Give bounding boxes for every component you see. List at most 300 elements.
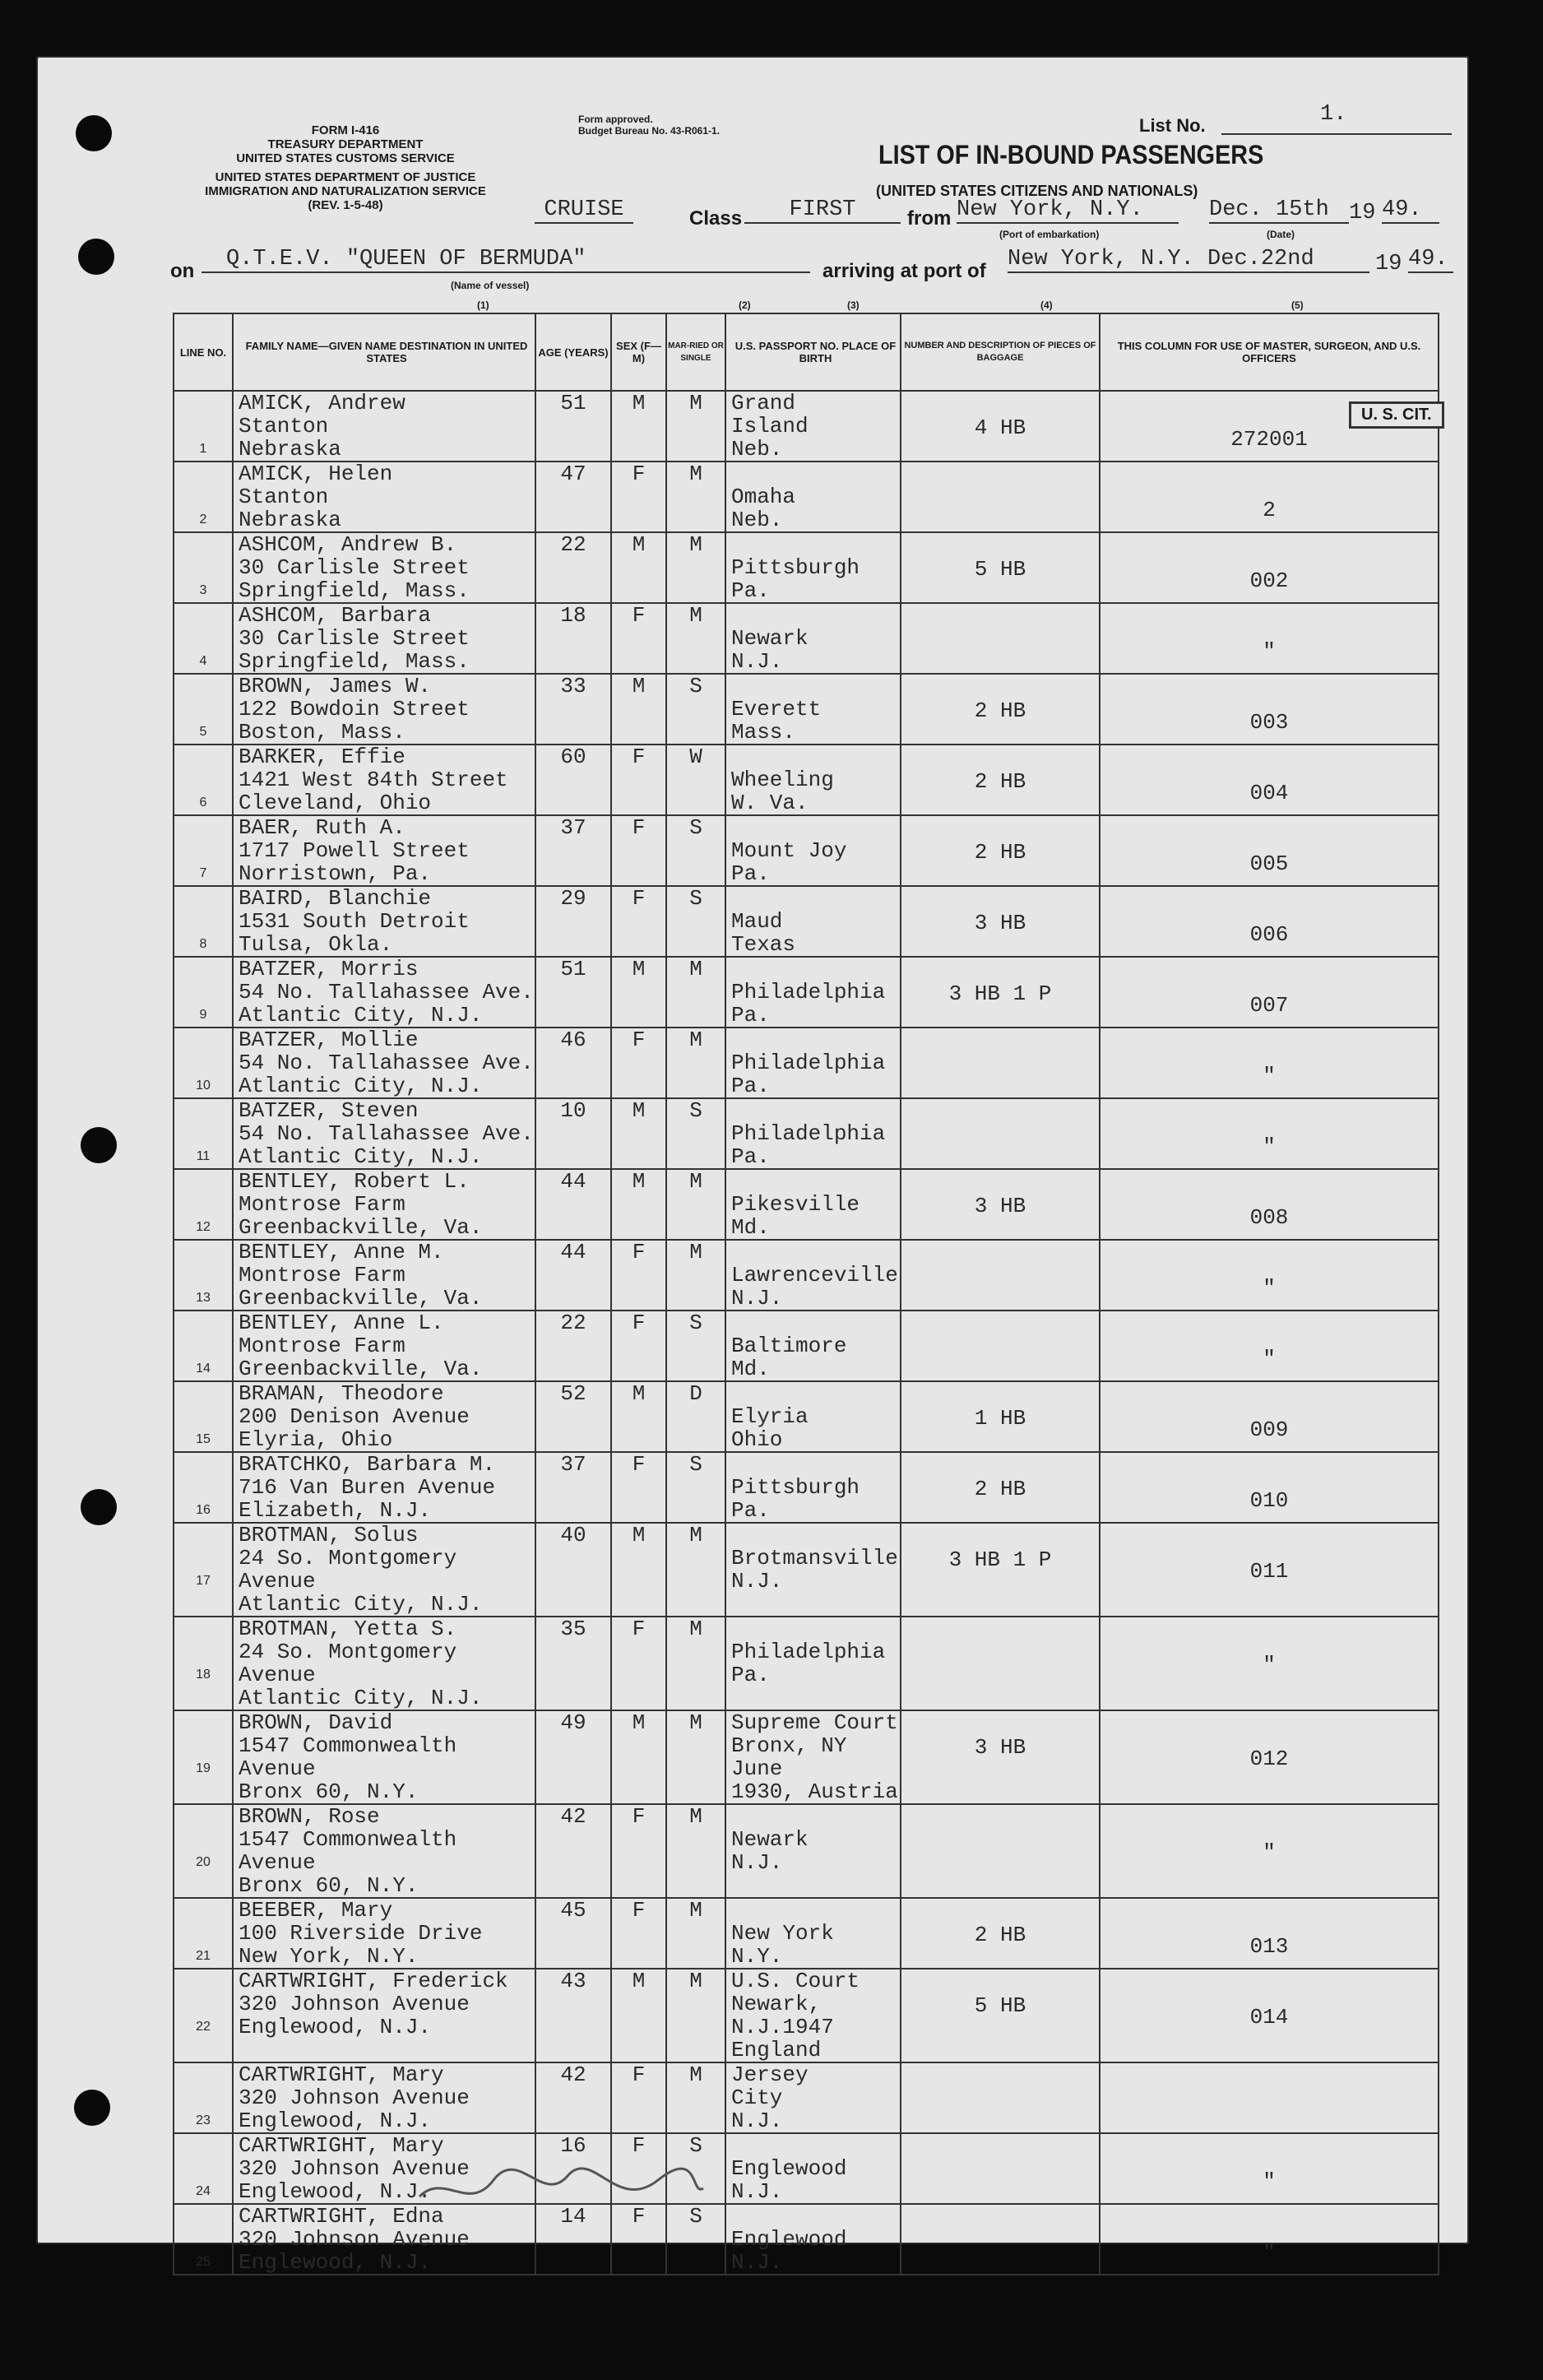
name-cell xyxy=(233,1523,535,1617)
table-row xyxy=(174,745,1439,815)
address: 54 No. Tallahassee Ave. xyxy=(239,980,534,1004)
birthplace-cell xyxy=(725,532,901,603)
birthplace-cell xyxy=(725,2062,901,2133)
officer-entry: 002 xyxy=(1249,568,1289,593)
table-row xyxy=(174,1028,1439,1098)
address: Montrose Farm xyxy=(239,1334,405,1358)
baggage: 5 HB xyxy=(974,557,1026,582)
birthplace-cell xyxy=(725,886,901,957)
sex-cell: F xyxy=(611,1804,666,1898)
name-cell xyxy=(233,1311,535,1381)
name-cell xyxy=(233,674,535,745)
birthplace-line-1 xyxy=(731,1028,900,1051)
passenger-name: CARTWRIGHT, Mary xyxy=(239,2133,444,2158)
marital-cell: S xyxy=(666,1098,725,1169)
line-number: 21 xyxy=(196,1949,211,1963)
officer-cell xyxy=(1100,1240,1439,1311)
line-number: 17 xyxy=(196,1574,211,1588)
table-row xyxy=(174,1311,1439,1381)
officer-cell xyxy=(1100,1098,1439,1169)
name-cell xyxy=(233,1098,535,1169)
birthplace-line-2: Philadelphia xyxy=(731,1051,886,1075)
officer-cell xyxy=(1100,603,1439,674)
officer-cell xyxy=(1100,1452,1439,1523)
table-row xyxy=(174,2133,1439,2204)
from-label: from xyxy=(907,207,952,230)
officer-entry: " xyxy=(1263,1276,1276,1301)
address: Stanton xyxy=(239,414,329,438)
marital-cell: M xyxy=(666,957,725,1028)
col-num-4: (4) xyxy=(1040,299,1053,311)
line-number: 4 xyxy=(199,654,207,668)
officer-cell xyxy=(1100,1381,1439,1452)
address: 30 Carlisle Street xyxy=(239,555,470,580)
birthplace-line-1: U.S. Court xyxy=(731,1969,860,1993)
line-number: 22 xyxy=(196,2020,211,2034)
city: Englewood, N.J. xyxy=(239,2109,432,2133)
passenger-name: BRATCHKO, Barbara M. xyxy=(239,1452,496,1477)
baggage xyxy=(901,1099,1099,1124)
sex-cell: F xyxy=(611,1240,666,1311)
line-number: 5 xyxy=(199,725,207,739)
line-number-cell xyxy=(174,1898,233,1969)
age-cell: 42 xyxy=(535,2062,611,2133)
sex-cell: F xyxy=(611,603,666,674)
arrival-port-date: New York, N.Y. Dec.22nd xyxy=(1008,247,1369,273)
binder-hole xyxy=(78,239,114,275)
birthplace-line-1 xyxy=(731,533,900,556)
col-num-3: (3) xyxy=(847,299,860,311)
passenger-name: BROWN, Rose xyxy=(239,1804,380,1829)
table-row xyxy=(174,1523,1439,1617)
col-passport-header: U.S. PASSPORT NO. PLACE OF BIRTH xyxy=(725,313,901,391)
table-row xyxy=(174,2204,1439,2275)
birthplace-line-3: Neb. xyxy=(731,508,783,532)
baggage-cell xyxy=(901,1710,1100,1804)
form-title: LIST OF IN-BOUND PASSENGERS xyxy=(878,140,1264,169)
birthplace-cell xyxy=(725,1240,901,1311)
table-row xyxy=(174,1710,1439,1804)
baggage: 2 HB xyxy=(974,698,1026,723)
officer-entry: " xyxy=(1263,1064,1276,1088)
birthplace-cell xyxy=(725,1804,901,1898)
passenger-name: BRAMAN, Theodore xyxy=(239,1381,444,1406)
passenger-name: BAIRD, Blanchie xyxy=(239,886,432,911)
address: 1547 Commonwealth Avenue xyxy=(239,1827,457,1875)
list-no-label: List No. xyxy=(1139,115,1206,136)
address: 30 Carlisle Street xyxy=(239,626,470,651)
birthplace-line-2: Everett xyxy=(731,697,822,721)
age-cell: 49 xyxy=(535,1710,611,1804)
birthplace-line-3: Pa. xyxy=(731,1074,770,1098)
baggage xyxy=(901,2134,1099,2159)
embark-date: Dec. 15th xyxy=(1209,197,1349,224)
city: Englewood, N.J. xyxy=(239,2250,432,2275)
birthplace-line-1 xyxy=(731,2134,900,2157)
officer-cell xyxy=(1100,462,1439,532)
birthplace-line-2: Englewood xyxy=(731,2227,847,2252)
name-cell xyxy=(233,815,535,886)
birthplace-line-1 xyxy=(731,1241,900,1264)
line-number-cell xyxy=(174,603,233,674)
sex-cell: M xyxy=(611,957,666,1028)
birthplace-line-2: Bronx, NY June xyxy=(731,1733,847,1781)
sex-cell: F xyxy=(611,745,666,815)
birthplace-cell xyxy=(725,815,901,886)
officer-entry: 011 xyxy=(1249,1559,1289,1584)
birthplace-line-1 xyxy=(731,1453,900,1476)
age-cell: 22 xyxy=(535,532,611,603)
justice-dept: UNITED STATES DEPARTMENT OF JUSTICE xyxy=(215,170,476,184)
age-cell: 45 xyxy=(535,1898,611,1969)
birthplace-line-2: Newark, N.J.1947 xyxy=(731,1992,834,2039)
city: Springfield, Mass. xyxy=(239,649,470,674)
birthplace-line-3: Texas xyxy=(731,932,796,957)
birthplace-line-1: Grand xyxy=(731,391,796,415)
birthplace-cell xyxy=(725,1381,901,1452)
officer-cell xyxy=(1100,2062,1439,2133)
birthplace-line-3: Mass. xyxy=(731,720,796,745)
birthplace-line-2: Brotmansville xyxy=(731,1546,898,1570)
officer-cell xyxy=(1100,1969,1439,2062)
table-row xyxy=(174,1452,1439,1523)
line-number-cell xyxy=(174,1523,233,1617)
age-cell: 33 xyxy=(535,674,611,745)
baggage: 2 HB xyxy=(974,840,1026,865)
line-number-cell xyxy=(174,2204,233,2275)
age-cell: 37 xyxy=(535,1452,611,1523)
table-row xyxy=(174,462,1439,532)
city: Bronx 60, N.Y. xyxy=(239,1873,419,1898)
birthplace-cell xyxy=(725,1617,901,1710)
address: 1421 West 84th Street xyxy=(239,768,508,792)
baggage xyxy=(901,1805,1099,1830)
birthplace-line-2: Philadelphia xyxy=(731,1121,886,1146)
passenger-name: BROWN, David xyxy=(239,1710,393,1735)
age-cell: 22 xyxy=(535,1311,611,1381)
city: Atlantic City, N.J. xyxy=(239,1686,483,1710)
passenger-name: BENTLEY, Robert L. xyxy=(239,1169,470,1194)
baggage-cell xyxy=(901,462,1100,532)
birthplace-line-3: N.J. xyxy=(731,1286,783,1311)
birthplace-cell xyxy=(725,1028,901,1098)
sex-cell: F xyxy=(611,462,666,532)
name-cell xyxy=(233,532,535,603)
baggage: 3 HB xyxy=(974,1735,1026,1760)
birthplace-line-1 xyxy=(731,816,900,839)
address: Montrose Farm xyxy=(239,1263,405,1287)
marital-cell: M xyxy=(666,603,725,674)
approved-note: Form approved. xyxy=(578,114,653,125)
line-number: 1 xyxy=(199,442,207,456)
age-cell: 40 xyxy=(535,1523,611,1617)
table-row xyxy=(174,1898,1439,1969)
ins-service: IMMIGRATION AND NATURALIZATION SERVICE xyxy=(205,184,486,198)
officer-entry: " xyxy=(1263,2169,1276,2194)
arrival-year: 49. xyxy=(1408,247,1453,273)
baggage xyxy=(901,1311,1099,1336)
baggage-cell xyxy=(901,1617,1100,1710)
line-number-cell xyxy=(174,815,233,886)
form-approval xyxy=(578,114,720,137)
sex-cell: F xyxy=(611,1617,666,1710)
officer-entry: 005 xyxy=(1249,851,1289,876)
birthplace-line-3: Pa. xyxy=(731,1663,770,1687)
budget-bureau: Budget Bureau No. 43-R061-1. xyxy=(578,125,721,137)
col-baggage-header: NUMBER AND DESCRIPTION OF PIECES OF BAGGAGE xyxy=(901,313,1100,391)
officer-entry: 272001 xyxy=(1230,427,1308,452)
officer-cell xyxy=(1100,815,1439,886)
line-number: 3 xyxy=(199,583,207,597)
birthplace-line-3: Pa. xyxy=(731,578,770,603)
birthplace-line-3: England xyxy=(731,2038,822,2062)
baggage-cell xyxy=(901,886,1100,957)
address: 320 Johnson Avenue xyxy=(239,1992,470,2016)
marital-cell: S xyxy=(666,1311,725,1381)
line-number-cell xyxy=(174,1098,233,1169)
col-age-header: AGE (YEARS) xyxy=(535,313,611,391)
marital-cell: S xyxy=(666,815,725,886)
sex-cell: F xyxy=(611,1452,666,1523)
name-cell xyxy=(233,391,535,462)
city: Elizabeth, N.J. xyxy=(239,1498,432,1523)
city: Bronx 60, N.Y. xyxy=(239,1779,419,1804)
name-cell xyxy=(233,462,535,532)
officer-cell xyxy=(1100,886,1439,957)
sex-cell: M xyxy=(611,674,666,745)
marital-cell: M xyxy=(666,1523,725,1617)
baggage: 2 HB xyxy=(974,1923,1026,1947)
officer-entry: 013 xyxy=(1249,1934,1289,1959)
baggage: 1 HB xyxy=(974,1406,1026,1431)
form-authority xyxy=(148,123,543,212)
col-num-5: (5) xyxy=(1291,299,1304,311)
marital-cell: M xyxy=(666,1169,725,1240)
birthplace-line-3: Pa. xyxy=(731,1003,770,1028)
officer-cell xyxy=(1100,1523,1439,1617)
birthplace-cell xyxy=(725,1898,901,1969)
customs-service: UNITED STATES CUSTOMS SERVICE xyxy=(236,151,455,165)
birthplace-line-3: Pa. xyxy=(731,1144,770,1169)
sex-cell: M xyxy=(611,532,666,603)
baggage xyxy=(901,2063,1099,2088)
birthplace-line-1 xyxy=(731,1805,900,1828)
line-number-cell xyxy=(174,2062,233,2133)
class-label: Class xyxy=(689,207,743,230)
name-cell xyxy=(233,2062,535,2133)
address: 54 No. Tallahassee Ave. xyxy=(239,1051,534,1075)
birthplace-cell xyxy=(725,1452,901,1523)
marital-cell: M xyxy=(666,1028,725,1098)
baggage-cell xyxy=(901,957,1100,1028)
baggage-cell xyxy=(901,1898,1100,1969)
passenger-name: BEEBER, Mary xyxy=(239,1898,393,1923)
birthplace-cell xyxy=(725,2204,901,2275)
marital-cell: S xyxy=(666,1452,725,1523)
marital-cell: M xyxy=(666,2062,725,2133)
sex-cell: F xyxy=(611,815,666,886)
line-number: 2 xyxy=(199,513,207,527)
name-cell xyxy=(233,1169,535,1240)
address: Stanton xyxy=(239,485,329,509)
passenger-name: AMICK, Helen xyxy=(239,462,393,486)
officer-cell xyxy=(1100,532,1439,603)
passenger-name: BENTLEY, Anne M. xyxy=(239,1240,444,1264)
officer-cell xyxy=(1100,1311,1439,1381)
baggage-cell xyxy=(901,2062,1100,2133)
class-value: FIRST xyxy=(744,197,901,224)
officer-cell xyxy=(1100,2133,1439,2204)
form-number: FORM I-416 xyxy=(311,123,380,137)
address: 1531 South Detroit xyxy=(239,909,470,934)
name-cell xyxy=(233,957,535,1028)
baggage-cell xyxy=(901,815,1100,886)
sex-cell: M xyxy=(611,1523,666,1617)
birthplace-cell xyxy=(725,1098,901,1169)
officer-cell xyxy=(1100,1617,1439,1710)
binder-hole xyxy=(74,2090,110,2126)
name-cell xyxy=(233,1710,535,1804)
birthplace-line-1 xyxy=(731,1524,900,1547)
binder-hole xyxy=(81,1127,117,1163)
line-number-cell xyxy=(174,1240,233,1311)
city: Greenbackville, Va. xyxy=(239,1357,483,1381)
baggage-cell xyxy=(901,1311,1100,1381)
marital-cell: W xyxy=(666,745,725,815)
marital-cell: M xyxy=(666,1710,725,1804)
on-label: on xyxy=(170,260,195,282)
baggage-cell xyxy=(901,532,1100,603)
us-citizen-stamp: U. S. CIT. xyxy=(1349,401,1444,429)
name-cell xyxy=(233,1804,535,1898)
birthplace-cell xyxy=(725,1710,901,1804)
binder-hole xyxy=(76,115,112,151)
line-number: 9 xyxy=(199,1008,207,1022)
marital-cell: S xyxy=(666,2133,725,2204)
birthplace-cell xyxy=(725,603,901,674)
passenger-name: BATZER, Morris xyxy=(239,957,419,981)
address: 1717 Powell Street xyxy=(239,838,470,863)
line-number: 25 xyxy=(196,2255,211,2269)
age-cell: 43 xyxy=(535,1969,611,2062)
address: 200 Denison Avenue xyxy=(239,1404,470,1429)
line-number: 12 xyxy=(196,1220,211,1234)
name-cell xyxy=(233,1028,535,1098)
city: Tulsa, Okla. xyxy=(239,932,393,957)
birthplace-line-3: Neb. xyxy=(731,437,783,462)
table-row xyxy=(174,1617,1439,1710)
baggage: 3 HB 1 P xyxy=(948,1547,1052,1572)
col-sex-header: SEX (F—M) xyxy=(611,313,666,391)
birthplace-cell xyxy=(725,674,901,745)
city: Atlantic City, N.J. xyxy=(239,1144,483,1169)
officer-entry: 008 xyxy=(1249,1205,1289,1230)
officer-entry xyxy=(1100,2063,1438,2099)
age-cell: 16 xyxy=(535,2133,611,2204)
passenger-name: BATZER, Steven xyxy=(239,1098,419,1123)
birthplace-line-2: Mount Joy xyxy=(731,838,847,863)
marital-cell: D xyxy=(666,1381,725,1452)
address: Montrose Farm xyxy=(239,1192,405,1217)
table-row xyxy=(174,1804,1439,1898)
table-header xyxy=(174,313,1439,391)
baggage: 2 HB xyxy=(974,769,1026,794)
address: 716 Van Buren Avenue xyxy=(239,1475,496,1500)
arriving-label: arriving at port of xyxy=(822,260,986,282)
officer-cell xyxy=(1100,1804,1439,1898)
baggage-cell xyxy=(901,1169,1100,1240)
passenger-table xyxy=(173,313,1439,2276)
cruise-label: CRUISE xyxy=(535,197,633,224)
marital-cell: S xyxy=(666,886,725,957)
marital-cell: M xyxy=(666,391,725,462)
baggage-cell xyxy=(901,2133,1100,2204)
table-row xyxy=(174,886,1439,957)
birthplace-line-1: Supreme Court xyxy=(731,1710,898,1735)
table-row xyxy=(174,1381,1439,1452)
address: 320 Johnson Avenue xyxy=(239,2156,470,2181)
name-cell xyxy=(233,886,535,957)
table-row xyxy=(174,1969,1439,2062)
rev-date: (REV. 1-5-48) xyxy=(308,198,383,212)
birthplace-line-2: Newark xyxy=(731,626,809,651)
address: 100 Riverside Drive xyxy=(239,1921,483,1946)
line-number: 20 xyxy=(196,1855,211,1869)
table-row xyxy=(174,957,1439,1028)
treasury-dept: TREASURY DEPARTMENT xyxy=(267,137,424,151)
line-number: 13 xyxy=(196,1291,211,1305)
city: New York, N.Y. xyxy=(239,1944,419,1969)
vessel-name: Q.T.E.V. "QUEEN OF BERMUDA" xyxy=(202,247,810,273)
birthplace-line-3: N.J. xyxy=(731,1850,783,1875)
arrival-year-prefix: 19 xyxy=(1375,252,1402,276)
birthplace-line-3: N.J. xyxy=(731,2179,783,2204)
col-officers-header: THIS COLUMN FOR USE OF MASTER, SURGEON, AND U.S. OFFICERS xyxy=(1100,313,1439,391)
line-number-cell xyxy=(174,1710,233,1804)
officer-entry: " xyxy=(1263,1840,1276,1865)
baggage-cell xyxy=(901,2204,1100,2275)
marital-cell: S xyxy=(666,674,725,745)
birthplace-cell xyxy=(725,1523,901,1617)
line-number: 10 xyxy=(196,1079,211,1093)
baggage xyxy=(901,1617,1099,1642)
birthplace-cell xyxy=(725,1969,901,2062)
officer-cell xyxy=(1100,1169,1439,1240)
officer-entry: 010 xyxy=(1249,1488,1289,1513)
birthplace-cell xyxy=(725,462,901,532)
baggage-cell xyxy=(901,1804,1100,1898)
signature-scribble xyxy=(411,2155,707,2221)
line-number: 16 xyxy=(196,1503,211,1517)
age-cell: 18 xyxy=(535,603,611,674)
name-cell xyxy=(233,1240,535,1311)
officer-entry: " xyxy=(1263,1347,1276,1371)
birthplace-line-2: City xyxy=(731,2085,783,2110)
birthplace-line-1 xyxy=(731,1617,900,1640)
baggage-cell xyxy=(901,1969,1100,2062)
birthplace-line-2: Englewood xyxy=(731,2156,847,2181)
marital-cell: M xyxy=(666,1617,725,1710)
city: Nebraska xyxy=(239,508,341,532)
sex-cell: F xyxy=(611,2062,666,2133)
officer-cell xyxy=(1100,1898,1439,1969)
sex-cell: F xyxy=(611,886,666,957)
embark-year-prefix: 19 xyxy=(1349,201,1376,225)
line-number: 23 xyxy=(196,2113,211,2127)
officer-entry: " xyxy=(1263,1134,1276,1159)
address: 24 So. Montgomery Avenue xyxy=(239,1640,457,1687)
marital-cell: M xyxy=(666,1240,725,1311)
